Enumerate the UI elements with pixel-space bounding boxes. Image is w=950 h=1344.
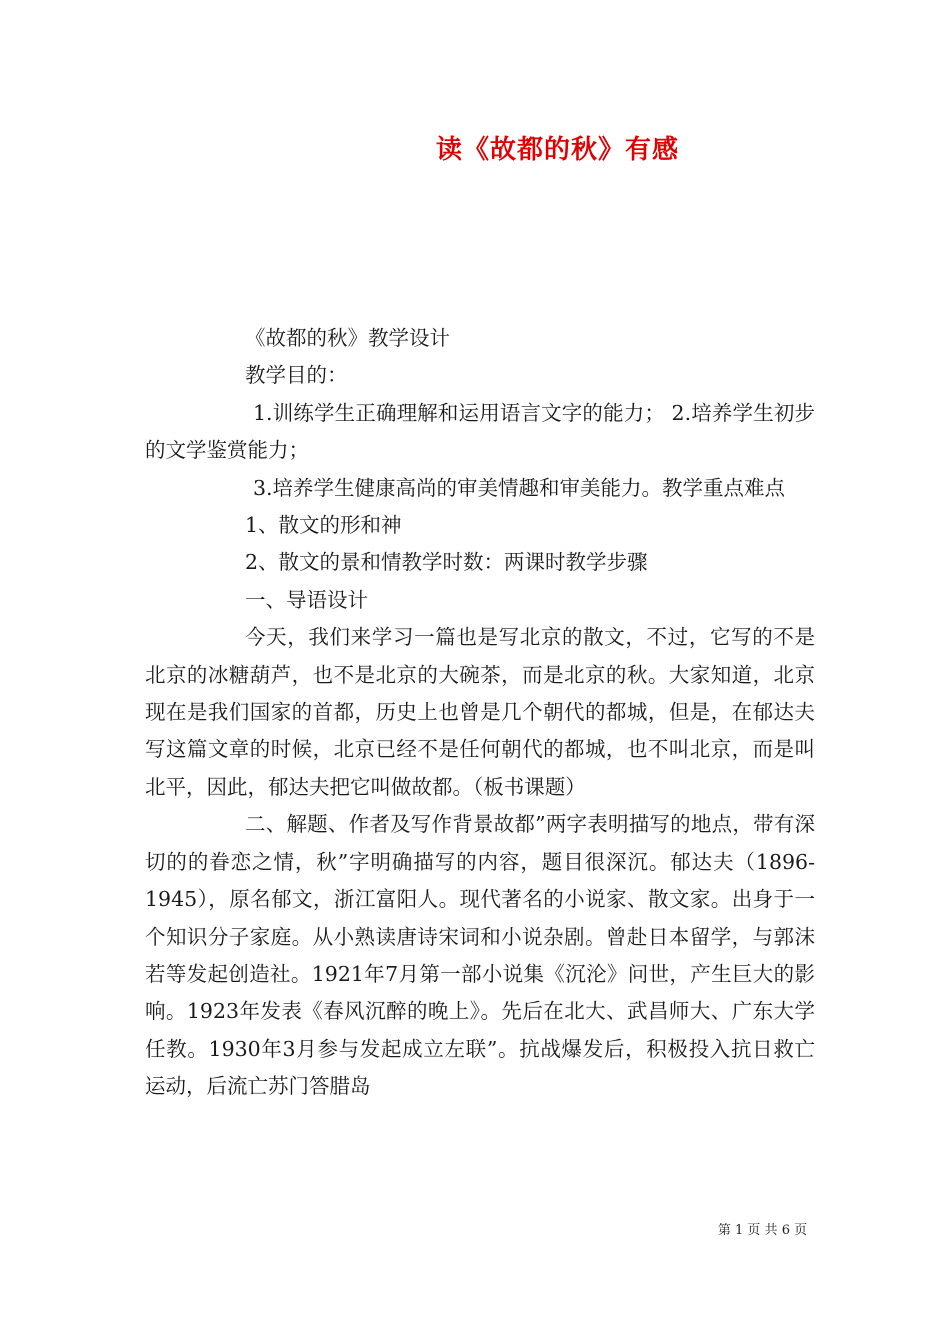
- paragraph-key-point-1: 1、散文的形和神: [245, 513, 402, 538]
- document-body: [145, 320, 815, 1106]
- paragraph-subtitle: 《故都的秋》教学设计: [245, 326, 450, 350]
- paragraph-section-1-heading: 一、导语设计: [245, 587, 368, 612]
- paragraph-introduction: 今天，我们来学习一篇也是写北京的散文，不过，它写的不是北京的冰糖葫芦，也不是北京的大碗茶，而是北京的秋。大家知道，北京现在是我们国家的首都，历史上也曾是几个朝代的都城，但是，在郁达夫写这篇文章的时候，北京已经不是任何朝代的都城，也不叫北京，而是叫北平，因此，郁达夫把它叫做故都。（板书课题）: [145, 625, 815, 799]
- page-footer: 第 1 页 共 6 页: [717, 1223, 808, 1238]
- paragraph-key-point-2: 2、散文的景和情教学时数：两课时教学步骤: [245, 550, 648, 575]
- paragraph-objective-1-2: 1.训练学生正确理解和运用语言文字的能力； 2.培养学生初步的文学鉴赏能力；: [145, 400, 815, 463]
- paragraph-objectives-heading: 教学目的：: [245, 363, 348, 388]
- paragraph-objective-3: 3.培养学生健康高尚的审美情趣和审美能力。教学重点难点: [253, 475, 786, 500]
- page-title: 读《故都的秋》有感: [435, 135, 679, 165]
- paragraph-author-background: 二、解题、作者及写作背景故都”两字表明描写的地点，带有深切的的眷恋之情，秋”字明确描写的内容，题目很深沉。郁达夫（1896-1945），原名郁文，浙江富阳人。现代著名的小说家、散文家。出身于一个知识分子家庭。从小熟读唐诗宋词和小说杂剧。曾赴日本留学，与郭沫若等发起创造社。1921年7月第一部小说集《沉沦》问世，产生巨大的影响。1923年发表《春风沉醉的晚上》。先后在北大、武昌师大、广东大学任教。1930年3月参与发起成立左联”。抗战爆发后，积极投入抗日救亡运动，后流亡苏门答腊岛: [145, 812, 815, 1099]
